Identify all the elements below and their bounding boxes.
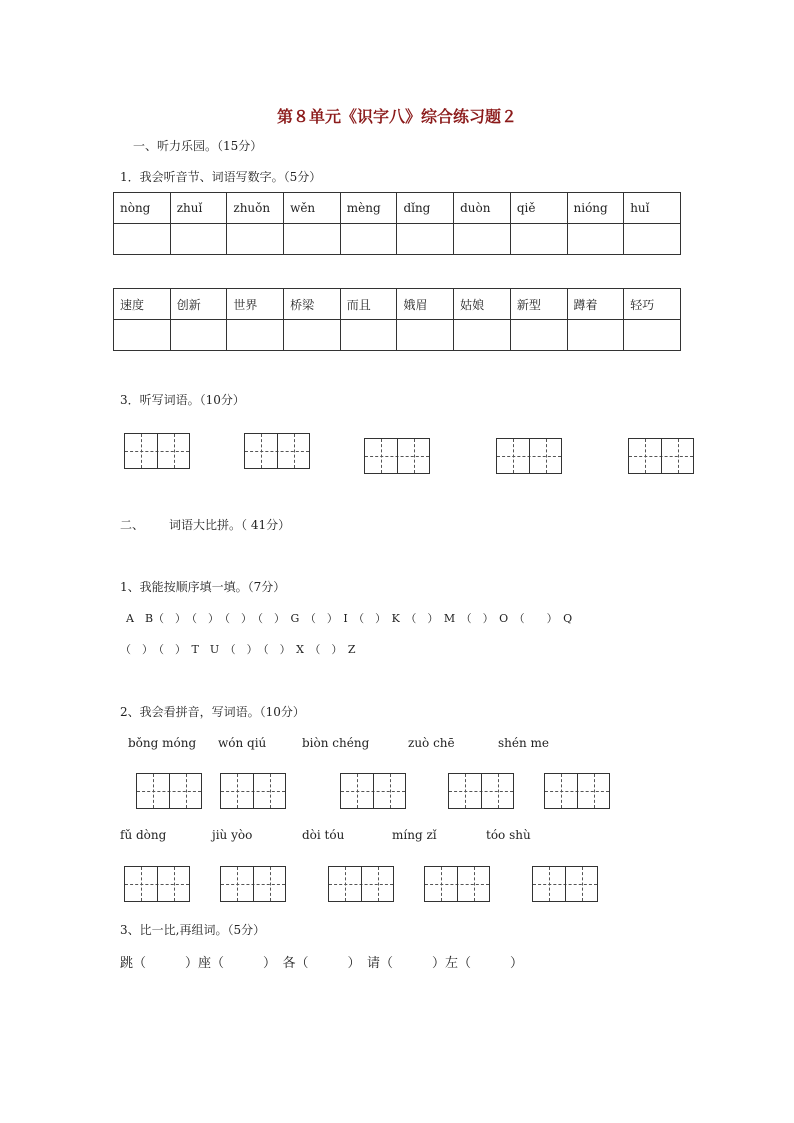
answer-cell[interactable]	[227, 224, 284, 255]
letters-line-1: A B（ ） （ ） （ ） （ ） G （ ） I （ ） K （ ） M （ ） O （ ） Q	[126, 612, 573, 625]
writing-box[interactable]	[544, 773, 610, 809]
word-cell: 桥梁	[284, 289, 341, 320]
question-1-1: 1．我会听音节、词语写数字。（5分）	[120, 170, 322, 184]
answer-cell[interactable]	[567, 320, 624, 351]
word-cell: 姑娘	[454, 289, 511, 320]
pinyin-prompt: dòi tóu	[302, 828, 345, 842]
answer-cell[interactable]	[284, 224, 341, 255]
question-2-2: 2、我会看拼音，写词语。（10分）	[120, 705, 305, 719]
pinyin-row	[114, 193, 681, 224]
writing-box[interactable]	[244, 433, 310, 469]
pinyin-prompt: wón qiú	[218, 736, 267, 750]
page-title: 第８单元《识字八》综合练习题２	[276, 107, 517, 126]
writing-box[interactable]	[424, 866, 490, 902]
section-2-number: 二、	[120, 518, 145, 532]
answer-cell[interactable]	[510, 224, 567, 255]
writing-box[interactable]	[448, 773, 514, 809]
pinyin-prompt: shén me	[498, 736, 550, 750]
word-table	[113, 288, 681, 351]
word-cell: 蹲着	[567, 289, 624, 320]
word-row	[114, 289, 681, 320]
answer-cell[interactable]	[227, 320, 284, 351]
answer-cell[interactable]	[454, 320, 511, 351]
section-2-heading: 词语大比拼。（ 41分）	[169, 518, 291, 532]
writing-box[interactable]	[496, 438, 562, 474]
answer-cell[interactable]	[340, 224, 397, 255]
question-2-1: 1、我能按顺序填一填。（7分）	[120, 580, 286, 594]
pinyin-cell: duòn	[454, 193, 511, 224]
question-1-3: 3．听写词语。（10分）	[120, 393, 245, 407]
writing-box[interactable]	[220, 866, 286, 902]
pinyin-cell: dǐng	[397, 193, 454, 224]
writing-box[interactable]	[364, 438, 430, 474]
answer-cell[interactable]	[114, 224, 171, 255]
pinyin-prompt: jiù yòo	[212, 828, 253, 842]
section-1-heading: 一、听力乐园。（15分）	[133, 139, 263, 153]
writing-box[interactable]	[136, 773, 202, 809]
pinyin-cell: huǐ	[624, 193, 681, 224]
letters-line-2: （ ） （ ） T U （ ） （ ） X （ ） Z	[120, 643, 356, 656]
word-cell: 新型	[510, 289, 567, 320]
word-cell: 娥眉	[397, 289, 454, 320]
pinyin-cell: wěn	[284, 193, 341, 224]
pinyin-cell: nòng	[114, 193, 171, 224]
pinyin-prompt: zuò chē	[408, 736, 455, 750]
pinyin-prompt: biòn chéng	[302, 736, 370, 750]
word-cell: 轻巧	[624, 289, 681, 320]
pinyin-prompt: míng zǐ	[392, 828, 437, 842]
pinyin-prompt: fǔ dòng	[120, 828, 167, 842]
pinyin-cell: mèng	[340, 193, 397, 224]
answer-cell[interactable]	[624, 224, 681, 255]
answer-cell[interactable]	[454, 224, 511, 255]
answer-cell[interactable]	[510, 320, 567, 351]
question-2-3: 3、比一比,再组词。（5分）	[120, 923, 266, 937]
writing-box[interactable]	[340, 773, 406, 809]
word-cell: 世界	[227, 289, 284, 320]
answer-cell[interactable]	[624, 320, 681, 351]
answer-cell[interactable]	[114, 320, 171, 351]
pinyin-cell: qiě	[510, 193, 567, 224]
answer-cell[interactable]	[397, 224, 454, 255]
writing-box[interactable]	[328, 866, 394, 902]
writing-box[interactable]	[124, 433, 190, 469]
writing-box[interactable]	[532, 866, 598, 902]
answer-row	[114, 224, 681, 255]
answer-cell[interactable]	[340, 320, 397, 351]
pinyin-prompt: bǒng móng	[128, 736, 197, 750]
pinyin-prompt: tóo shù	[486, 828, 531, 842]
compare-line: 跳（ ）座（ ） 各（ ） 请（ ）左（ ）	[120, 956, 524, 971]
writing-box[interactable]	[220, 773, 286, 809]
pinyin-table	[113, 192, 681, 255]
writing-box[interactable]	[628, 438, 694, 474]
pinyin-cell: zhuǐ	[170, 193, 227, 224]
answer-cell[interactable]	[284, 320, 341, 351]
pinyin-cell: nióng	[567, 193, 624, 224]
answer-cell[interactable]	[397, 320, 454, 351]
answer-cell[interactable]	[170, 320, 227, 351]
pinyin-cell: zhuǒn	[227, 193, 284, 224]
writing-box[interactable]	[124, 866, 190, 902]
word-cell: 而且	[340, 289, 397, 320]
answer-cell[interactable]	[170, 224, 227, 255]
answer-row	[114, 320, 681, 351]
word-cell: 速度	[114, 289, 171, 320]
word-cell: 创新	[170, 289, 227, 320]
answer-cell[interactable]	[567, 224, 624, 255]
